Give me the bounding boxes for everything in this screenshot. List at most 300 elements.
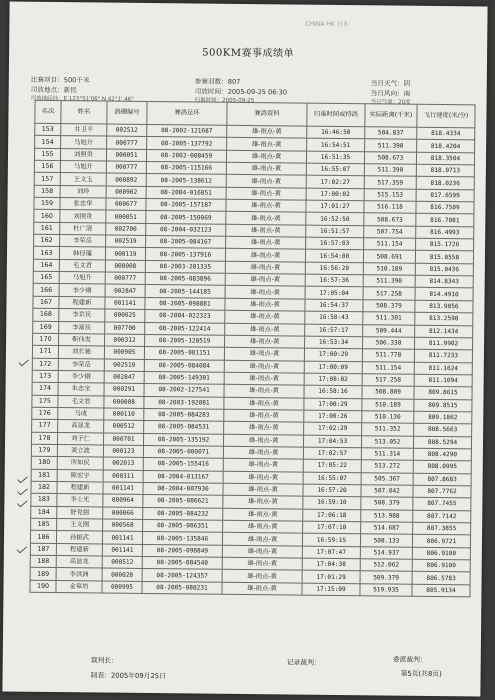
cell-rank: 168: [33, 308, 59, 321]
cell-name: 程建新: [56, 543, 102, 556]
cell-arrival-time: 17:15:09: [302, 583, 360, 596]
cell-name: 李少钢: [59, 284, 105, 297]
corner-stamp-text: CHINA HK 日本: [305, 20, 349, 29]
cell-speed: 807.8683: [413, 473, 471, 486]
cell-arrival-time: 16:51:57: [306, 225, 364, 238]
cell-loft-id: 000777: [105, 272, 145, 285]
entries-label: 参赛羽数：: [194, 77, 228, 86]
cell-distance: 508.673: [364, 213, 416, 226]
cell-bird-info: 雄-雨点-黄: [222, 533, 302, 546]
cell-distance: 513.052: [361, 435, 413, 448]
cell-speed: 806.9721: [412, 535, 470, 548]
cell-distance: 506.330: [363, 337, 415, 350]
page-title: 500KM赛事成绩单: [202, 47, 295, 60]
temperature-value: 20度: [398, 99, 411, 106]
cell-bird-info: 雄-雨点-黄: [224, 409, 304, 422]
cell-speed: 815.0558: [415, 251, 473, 264]
cell-rank: 169: [33, 321, 59, 334]
results-sheet: [2, 2, 487, 697]
cell-distance: 511.390: [363, 275, 415, 288]
cell-distance: 508.379: [363, 300, 415, 313]
entries-value: 807: [227, 77, 241, 86]
cell-ring: 08-2005-084232: [143, 507, 223, 520]
cell-name: 舒党强: [57, 506, 103, 519]
cell-bird-info: 雄-雨点-黄: [225, 335, 305, 348]
cell-bird-info: 雄-雨点-黄: [224, 385, 304, 398]
cell-distance: 517.258: [363, 287, 415, 300]
cell-bird-info: 雄-雨点-黄: [225, 323, 305, 336]
cell-speed: 815.1726: [416, 238, 474, 251]
cell-distance: 513.988: [361, 509, 413, 522]
cell-speed: 806.9100: [412, 559, 470, 572]
cell-arrival-time: 16:54:37: [305, 299, 363, 312]
cell-bird-info: 雄-雨点-黄: [226, 162, 306, 175]
cell-loft-id: 000110: [104, 408, 144, 421]
cell-rank: 186: [30, 531, 56, 544]
cell-bird-info: 雄-雨点-黄: [222, 557, 302, 570]
cell-bird-info: 雄-雨点-黄: [224, 422, 304, 435]
cell-rank: 160: [34, 210, 60, 223]
cell-rank: 165: [33, 271, 59, 284]
cell-speed: 808.0995: [413, 461, 471, 474]
referee-chief-label: 裁判长：: [90, 656, 118, 665]
cell-speed: 813.2598: [415, 312, 473, 325]
cell-arrival-time: 17:07:47: [302, 546, 360, 559]
cell-name: 孙振武: [56, 531, 102, 544]
cell-loft-id: 001141: [105, 297, 145, 310]
cell-distance: 508.673: [364, 151, 416, 164]
col-header-ring: 赛鸽足环: [147, 101, 227, 125]
made-by: [91, 669, 166, 680]
cell-rank: 180: [31, 457, 57, 470]
cell-loft-id: 002519: [106, 235, 146, 248]
cell-ring: 08-2004-016851: [146, 186, 226, 199]
cell-rank: 184: [31, 506, 57, 519]
cell-distance: 512.062: [360, 559, 412, 572]
cell-speed: 818.3504: [416, 152, 474, 165]
cell-name: 马旭升: [60, 161, 106, 174]
cell-speed: 809.8515: [414, 399, 472, 412]
cell-arrival-time: 16:55:07: [303, 472, 361, 485]
return-time-value: 2005-09-25: [222, 97, 255, 105]
cell-loft-id: 000066: [103, 507, 143, 520]
cell-rank: 164: [33, 259, 59, 272]
cell-name: 刘玲: [60, 185, 106, 198]
cell-ring: 08-2005-098881: [145, 297, 225, 310]
cell-loft-id: 000051: [106, 210, 146, 223]
cell-arrival-time: 17:00:26: [304, 410, 362, 423]
cell-arrival-time: 16:51:35: [306, 151, 364, 164]
cell-loft-id: 001141: [102, 531, 142, 544]
cell-ring: 08-2005-149301: [144, 371, 224, 384]
weather-label: 当日天气：: [370, 79, 404, 88]
cell-loft-id: 007700: [105, 322, 145, 335]
cell-arrival-time: 17:05:22: [303, 459, 361, 472]
cell-speed: 816.4993: [416, 226, 474, 239]
referee-chief: [91, 654, 118, 664]
cell-name: 王义刚: [57, 519, 103, 532]
cell-speed: 818.0713: [416, 164, 474, 177]
cell-loft-id: 000512: [104, 420, 144, 433]
cell-arrival-time: 17:05:04: [305, 287, 363, 300]
cell-rank: 170: [33, 333, 59, 346]
cell-ring: 08-2005-086351: [143, 519, 223, 532]
cell-speed: 818.0236: [416, 177, 474, 190]
col-header-speed: 飞行速度(米/分): [417, 104, 475, 128]
cell-arrival-time: 16:53:34: [305, 336, 363, 349]
cell-distance: 510.130: [362, 411, 414, 424]
cell-loft-id: 001141: [102, 544, 142, 557]
cell-rank: 189: [30, 568, 56, 581]
cell-bird-info: 雄-雨点-黄: [223, 434, 303, 447]
cell-rank: 163: [33, 247, 59, 260]
cell-distance: 511.154: [362, 361, 414, 374]
cell-bird-info: 雄-雨点-黄: [226, 224, 306, 237]
cell-name: 李富民: [59, 321, 105, 334]
cell-speed: 807.7762: [413, 485, 471, 498]
cell-ring: 08-2005-124357: [142, 569, 222, 582]
cell-bird-info: 雄-雨点-黄: [226, 212, 306, 225]
cell-name: 刘长驰: [58, 346, 104, 359]
cell-rank: 182: [31, 481, 57, 494]
cell-rank: 177: [32, 420, 58, 433]
cell-rank: 166: [33, 284, 59, 297]
cell-speed: 808.5663: [414, 424, 472, 437]
cell-name: 高显龙: [58, 420, 104, 433]
cell-ring: 08-2004-007930: [143, 482, 223, 495]
cell-ring: 08-2005-084531: [144, 421, 224, 434]
cell-name: 刘照贵: [60, 210, 106, 223]
cell-bird-info: 雄-雨点-黄: [225, 273, 305, 286]
cell-name: 马旭升: [61, 136, 107, 149]
cell-distance: 511.390: [365, 139, 417, 152]
release-time-label: 司放时间：: [194, 87, 228, 96]
cell-rank: 171: [32, 345, 58, 358]
cell-bird-info: 雄-雨点-黄: [226, 236, 306, 249]
cell-ring: 08-2003-201335: [145, 260, 225, 273]
col-header-loft-id: 鸽棚编号: [107, 101, 147, 124]
cell-rank: 159: [34, 197, 60, 210]
cell-name: 陈宏宇: [57, 469, 103, 482]
cell-loft-id: 000119: [105, 247, 145, 260]
cell-name: 程建新: [59, 296, 105, 309]
cell-ring: 08-2005-150069: [146, 211, 226, 224]
weather: [371, 77, 411, 87]
cell-ring: 08-2005-084084: [144, 359, 224, 372]
release-place: [31, 84, 77, 94]
cell-distance: 511.390: [364, 164, 416, 177]
cell-arrival-time: 16:57:36: [305, 274, 363, 287]
cell-arrival-time: 16:57:17: [305, 324, 363, 337]
cell-speed: 816.7509: [416, 201, 474, 214]
cell-speed: 816.7081: [416, 214, 474, 227]
cell-name: 高显龙: [56, 556, 102, 569]
cell-speed: 806.9100: [412, 547, 470, 560]
cell-bird-info: 雄-雨点-黄: [226, 187, 306, 200]
cell-loft-id: 000028: [102, 568, 142, 581]
cell-loft-id: 000777: [107, 136, 147, 149]
cell-ring: 08-2002-008459: [146, 149, 226, 162]
cell-distance: 509.444: [363, 324, 415, 337]
col-header-bird-info: 赛鸽资料: [227, 102, 307, 126]
cell-bird-info: 雄-雨点-黄: [225, 298, 305, 311]
cell-bird-info: 雄-雨点-黄: [226, 150, 306, 163]
cell-arrival-time: 17:01:27: [306, 200, 364, 213]
cell-distance: 508.809: [362, 386, 414, 399]
cell-distance: 511.778: [362, 349, 414, 362]
cell-arrival-time: 16:46:50: [307, 126, 365, 139]
release-place-label: 司放地点：: [30, 85, 64, 95]
cell-bird-info: 雄-雨点-黄: [225, 249, 305, 262]
cell-bird-info: 雄-雨点-黄: [223, 483, 303, 496]
cell-ring: 08-2005-086621: [143, 495, 223, 508]
cell-rank: 187: [30, 543, 56, 556]
cell-loft-id: 000311: [103, 470, 143, 483]
cell-rank: 188: [30, 555, 56, 568]
cell-distance: 507.042: [361, 485, 413, 498]
record-referee: 记录裁判：: [286, 658, 321, 667]
cell-ring: 08-2005-157187: [146, 199, 226, 212]
cell-distance: 511.301: [363, 312, 415, 325]
cell-speed: 818.4204: [417, 140, 475, 153]
cell-name: 刘子仁: [57, 432, 103, 445]
cell-name: 李士光: [57, 494, 103, 507]
cell-ring: 08-2005-138612: [146, 174, 226, 187]
cell-loft-id: 000777: [106, 161, 146, 174]
cell-bird-info: 雄-雨点-黄: [223, 459, 303, 472]
cell-speed: 806.5783: [412, 572, 470, 585]
cell-bird-info: 雄-雨点-黄: [223, 446, 303, 459]
cell-speed: 814.4910: [415, 288, 473, 301]
committee-referee: 委派裁判：: [392, 655, 427, 664]
cell-arrival-time: 16:59:15: [302, 533, 360, 546]
cell-loft-id: 000964: [103, 494, 143, 507]
cell-loft-id: 002013: [103, 457, 143, 470]
cell-speed: 807.7142: [413, 510, 471, 523]
cell-loft-id: 000905: [104, 346, 144, 359]
col-header-distance: 实际距离(千米): [365, 104, 417, 128]
cell-rank: 167: [33, 296, 59, 309]
cell-distance: 511.352: [362, 423, 414, 436]
race-distance: [31, 74, 90, 85]
wind: [371, 87, 411, 97]
cell-name: 李少钢: [58, 370, 104, 383]
release-place-value: 新民: [63, 86, 77, 95]
cell-bird-info: 雄-雨点-黄: [227, 138, 307, 151]
cell-arrival-time: 17:00:02: [306, 188, 364, 201]
cell-ring: 08-2005-084167: [146, 236, 226, 249]
cell-distance: 515.153: [364, 188, 416, 201]
cell-loft-id: 000008: [105, 260, 145, 273]
cell-ring: 08-2005-135846: [142, 532, 222, 545]
cell-loft-id: 000123: [103, 445, 143, 458]
cell-loft-id: 000512: [102, 556, 142, 569]
cell-loft-id: 000051: [106, 149, 146, 162]
cell-rank: 178: [31, 432, 57, 445]
cell-arrival-time: 17:04:38: [302, 558, 360, 571]
cell-ring: 08-2004-013167: [143, 470, 223, 483]
cell-speed: 818.4334: [417, 127, 475, 140]
cell-loft-id: 000008: [104, 396, 144, 409]
cell-ring: 08-2005-098849: [142, 544, 222, 557]
cell-arrival-time: 16:57:03: [306, 237, 364, 250]
wind-value: 南: [403, 89, 411, 98]
cell-speed: 808.4290: [413, 448, 471, 461]
cell-bird-info: 雄-雨点-黄: [227, 125, 307, 138]
cell-ring: 08-2005-084540: [142, 556, 222, 569]
coords-label: 司放地经纬：: [30, 95, 64, 103]
cell-speed: 811.1094: [414, 374, 472, 387]
weather-value: 阴: [403, 79, 411, 88]
cell-arrival-time: 17:07:10: [303, 521, 361, 534]
cell-rank: 181: [31, 469, 57, 482]
cell-bird-info: 雄-雨点-黄: [225, 286, 305, 299]
cell-rank: 161: [34, 222, 60, 235]
cell-name: 程建新: [57, 482, 103, 495]
cell-rank: 179: [31, 444, 57, 457]
cell-ring: 08-2002-121687: [147, 124, 227, 137]
cell-distance: 508.691: [363, 250, 415, 263]
cell-rank: 176: [32, 407, 58, 420]
cell-loft-id: 000568: [103, 519, 143, 532]
made-by-label: 制表：: [90, 671, 112, 680]
cell-speed: 811.9902: [415, 337, 473, 350]
cell-rank: 183: [31, 494, 57, 507]
entries: [195, 75, 241, 85]
release-time-value: 2005-09-25 06:30: [227, 87, 288, 97]
cell-name: 李洪洲: [56, 568, 102, 581]
cell-ring: 08-2005-081151: [144, 347, 224, 360]
cell-speed: 807.7455: [413, 498, 471, 511]
cell-ring: 08-2005-080071: [143, 445, 223, 458]
page-info: 第5页(共8页): [400, 669, 442, 679]
col-header-arrival: 归巢时间或持鸽: [307, 103, 365, 127]
cell-name: 靳伟发: [59, 333, 105, 346]
cell-loft-id: 000291: [104, 383, 144, 396]
cell-distance: 514.687: [361, 522, 413, 535]
cell-arrival-time: 16:59:10: [303, 496, 361, 509]
cell-ring: 08-2005-155416: [143, 458, 223, 471]
cell-speed: 807.3855: [413, 522, 471, 535]
cell-bird-info: 雄-雨点-黄: [223, 471, 303, 484]
cell-name: 王文玉: [60, 173, 106, 186]
pen-mark-icon: [16, 547, 28, 554]
cell-arrival-time: 17:02:29: [304, 422, 362, 435]
cell-loft-id: 001141: [103, 482, 143, 495]
cell-ring: 08-2005-135192: [143, 433, 223, 446]
cell-name: 所如民: [57, 457, 103, 470]
cell-distance: 504.837: [365, 127, 417, 140]
cell-name: 朱志宝: [58, 383, 104, 396]
cell-speed: 815.0436: [415, 263, 473, 276]
return-time-label: 归巢时间：: [194, 97, 223, 104]
cell-loft-id: 002847: [104, 371, 144, 384]
cell-speed: 805.9134: [412, 584, 470, 597]
cell-distance: 510.189: [362, 398, 414, 411]
cell-rank: 154: [35, 136, 61, 149]
cell-distance: 509.379: [360, 571, 412, 584]
cell-loft-id: 002700: [106, 223, 146, 236]
cell-distance: 510.189: [363, 263, 415, 276]
cell-distance: 511.314: [361, 448, 413, 461]
cell-ring: 08-2005-084283: [144, 408, 224, 421]
cell-arrival-time: 17:08:02: [304, 373, 362, 386]
cell-rank: 185: [31, 518, 57, 531]
cell-name: 金章培: [56, 580, 102, 593]
pen-mark-icon: [16, 501, 28, 508]
cell-rank: 190: [30, 580, 56, 593]
pen-mark-icon: [16, 489, 28, 496]
cell-ring: 08-2005-137792: [147, 137, 227, 150]
cell-distance: 517.359: [364, 176, 416, 189]
cell-bird-info: 雄-雨点-黄: [223, 508, 303, 521]
cell-name: 刘照贵: [60, 148, 106, 161]
cell-arrival-time: 16:56:20: [305, 262, 363, 275]
cell-arrival-time: 16:57:20: [303, 484, 361, 497]
col-header-name: 姓名: [61, 101, 107, 124]
cell-ring: 08-2005-120519: [145, 334, 225, 347]
cell-distance: 508.133: [360, 534, 412, 547]
made-date: 2005年09月25日: [110, 671, 167, 681]
pen-mark-icon: [17, 477, 29, 484]
cell-arrival-time: 17:04:53: [303, 435, 361, 448]
wind-label: 当日风向：: [370, 89, 404, 98]
cell-ring: 08-2005-144185: [145, 285, 225, 298]
cell-rank: 156: [34, 160, 60, 173]
cell-name: 毛文君: [58, 395, 104, 408]
cell-bird-info: 雄-雨点-黄: [226, 199, 306, 212]
col-header-rank: 名次: [35, 100, 61, 123]
cell-arrival-time: 16:58:43: [305, 311, 363, 324]
cell-bird-info: 雄-雨点-黄: [223, 520, 303, 533]
cell-arrival-time: 16:58:16: [304, 385, 362, 398]
cell-distance: 514.937: [360, 546, 412, 559]
cell-ring: 08-2005-080231: [142, 581, 222, 594]
cell-speed: 812.1434: [415, 325, 473, 338]
cell-name: 李荣岳: [60, 235, 106, 248]
cell-arrival-time: 17:01:29: [302, 570, 360, 583]
cell-arrival-time: 16:54:00: [305, 250, 363, 263]
cell-bird-info: 雄-雨点-黄: [223, 496, 303, 509]
cell-arrival-time: 16:54:51: [307, 138, 365, 151]
temperature-label: 当日气温：: [370, 99, 399, 106]
cell-bird-info: 雄-雨点-黄: [226, 175, 306, 188]
cell-bird-info: 雄-雨点-黄: [222, 545, 302, 558]
cell-rank: 162: [34, 234, 60, 247]
cell-arrival-time: 16:55:07: [306, 163, 364, 176]
cell-name: 李荣岳: [58, 358, 104, 371]
cell-loft-id: 002519: [104, 359, 144, 372]
cell-name: 李京民: [59, 309, 105, 322]
cell-bird-info: 雄-雨点-黄: [224, 347, 304, 360]
cell-speed: 811.1624: [414, 362, 472, 375]
cell-speed: 811.7233: [414, 349, 472, 362]
cell-loft-id: 000902: [106, 186, 146, 199]
cell-rank: 158: [34, 185, 60, 198]
cell-ring: 08-2003-192081: [144, 396, 224, 409]
cell-name: 马旭升: [59, 272, 105, 285]
cell-rank: 153: [35, 123, 61, 136]
cell-distance: 505.367: [361, 472, 413, 485]
cell-ring: 08-2005-115166: [146, 161, 226, 174]
cell-ring: 08-2005-122414: [145, 322, 225, 335]
cell-loft-id: 002512: [107, 124, 147, 137]
cell-arrival-time: 17:06:18: [303, 509, 361, 522]
cell-arrival-time: 17:02:27: [306, 176, 364, 189]
pen-mark-icon: [18, 360, 30, 367]
cell-bird-info: 雄-雨点-黄: [224, 360, 304, 373]
cell-loft-id: 002847: [105, 285, 145, 298]
